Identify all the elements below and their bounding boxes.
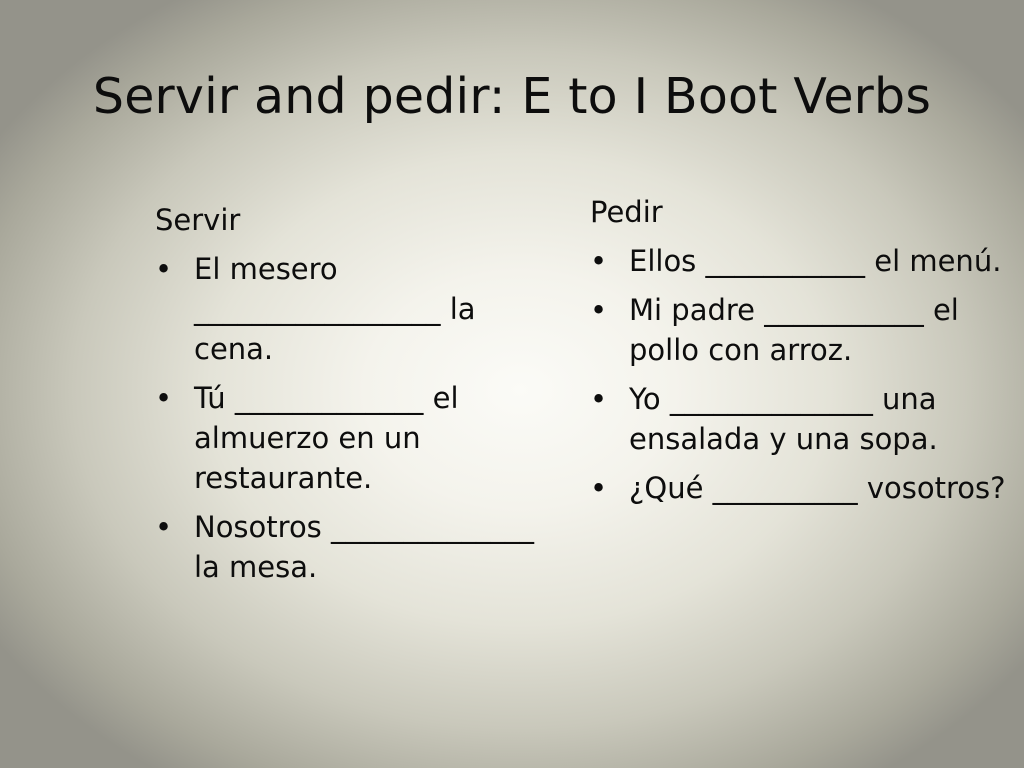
pedir-item-text: Yo ______________ una ensalada y una sopa. bbox=[629, 382, 938, 456]
servir-heading: Servir bbox=[155, 203, 241, 237]
pedir-column bbox=[590, 192, 1010, 517]
bullet-icon: • bbox=[155, 510, 173, 544]
servir-item-text: Nosotros ______________ la mesa. bbox=[194, 510, 535, 584]
bullet-icon: • bbox=[590, 471, 608, 505]
pedir-item-text: Ellos ___________ el menú. bbox=[629, 244, 1002, 278]
servir-list bbox=[155, 249, 550, 587]
pedir-item-text: Mi padre ___________ el pollo con arroz. bbox=[629, 293, 959, 367]
pedir-item bbox=[590, 241, 1010, 281]
bullet-icon: • bbox=[155, 381, 173, 415]
pedir-item-text: ¿Qué __________ vosotros? bbox=[629, 471, 1006, 505]
servir-column bbox=[155, 200, 550, 596]
servir-item-text: El mesero _________________ la cena. bbox=[194, 252, 476, 366]
bullet-icon: • bbox=[590, 382, 608, 416]
bullet-icon: • bbox=[590, 293, 608, 327]
bullet-icon: • bbox=[155, 252, 173, 286]
servir-item bbox=[155, 507, 550, 587]
servir-item-text: Tú _____________ el almuerzo en un restaurante. bbox=[194, 381, 459, 495]
pedir-list bbox=[590, 241, 1010, 508]
pedir-item bbox=[590, 468, 1010, 508]
pedir-item bbox=[590, 379, 1010, 459]
servir-item bbox=[155, 378, 550, 498]
slide-title: Servir and pedir: E to I Boot Verbs bbox=[92, 68, 932, 125]
servir-item bbox=[155, 249, 550, 369]
pedir-heading: Pedir bbox=[590, 195, 663, 229]
pedir-item bbox=[590, 290, 1010, 370]
bullet-icon: • bbox=[590, 244, 608, 278]
